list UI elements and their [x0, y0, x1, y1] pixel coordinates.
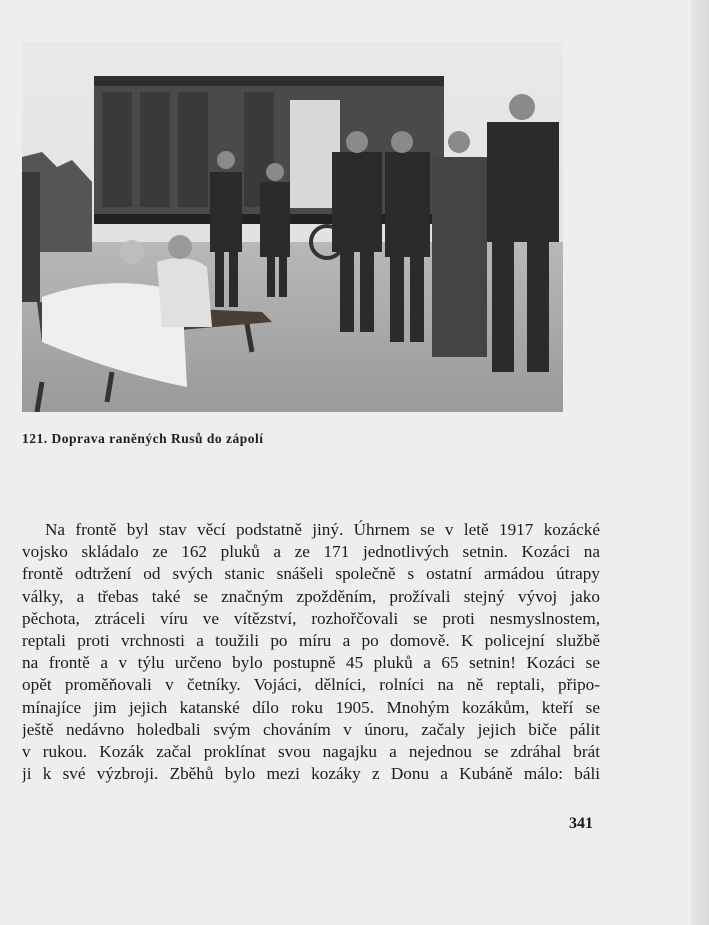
page-edge	[691, 0, 709, 925]
body-paragraph	[22, 519, 600, 785]
text-line: v rukou. Kozák začal proklínat svou nagajku a nejednou se zdráhal brát	[22, 741, 600, 761]
text-line: pěchota, ztráceli víru ve vítězství, rozhořčovali se proti nesmyslnostem,	[22, 608, 600, 628]
text-line: vojsko skládalo ze 162 pluků a ze 171 jednotlivých setnin. Kozáci na	[22, 542, 600, 562]
page-number: 341	[569, 815, 593, 832]
figure-caption: 121. Doprava raněných Rusů do zápolí	[22, 431, 264, 446]
text-line: mínajíce jim jejich katanské dílo roku 1905. Mnohým kozákům, kteří se	[22, 697, 600, 717]
text-line: opět proměňovali v četníky. Vojáci, dělníci, rolníci na ně reptali, připo-	[22, 675, 600, 695]
text-line: ji k své výzbroji. Zběhů bylo mezi kozáky z Donu a Kubáně málo: báli	[22, 764, 600, 784]
text-line: na frontě a v týlu určeno bylo postupně 45 pluků a 65 setnin! Kozáci se	[22, 653, 600, 673]
text-line: reptali proti vrchnosti a toužili po míru a po domově. K policejní službě	[22, 630, 600, 650]
photograph-wounded-transport	[22, 42, 563, 412]
text-line: války, a třebas také se značným zpožděním, prožívali stejný vývoj jako	[22, 586, 600, 606]
text-line: frontě odtržení od svých stanic snášeli společně s ostatní armádou útrapy	[22, 564, 600, 584]
text-line: Na frontě byl stav věcí podstatně jiný. Úhrnem se v letě 1917 kozácké	[45, 520, 600, 539]
text-line: ještě nedávno holedbali svým chováním v únoru, začaly jejich biče pálit	[22, 719, 600, 739]
